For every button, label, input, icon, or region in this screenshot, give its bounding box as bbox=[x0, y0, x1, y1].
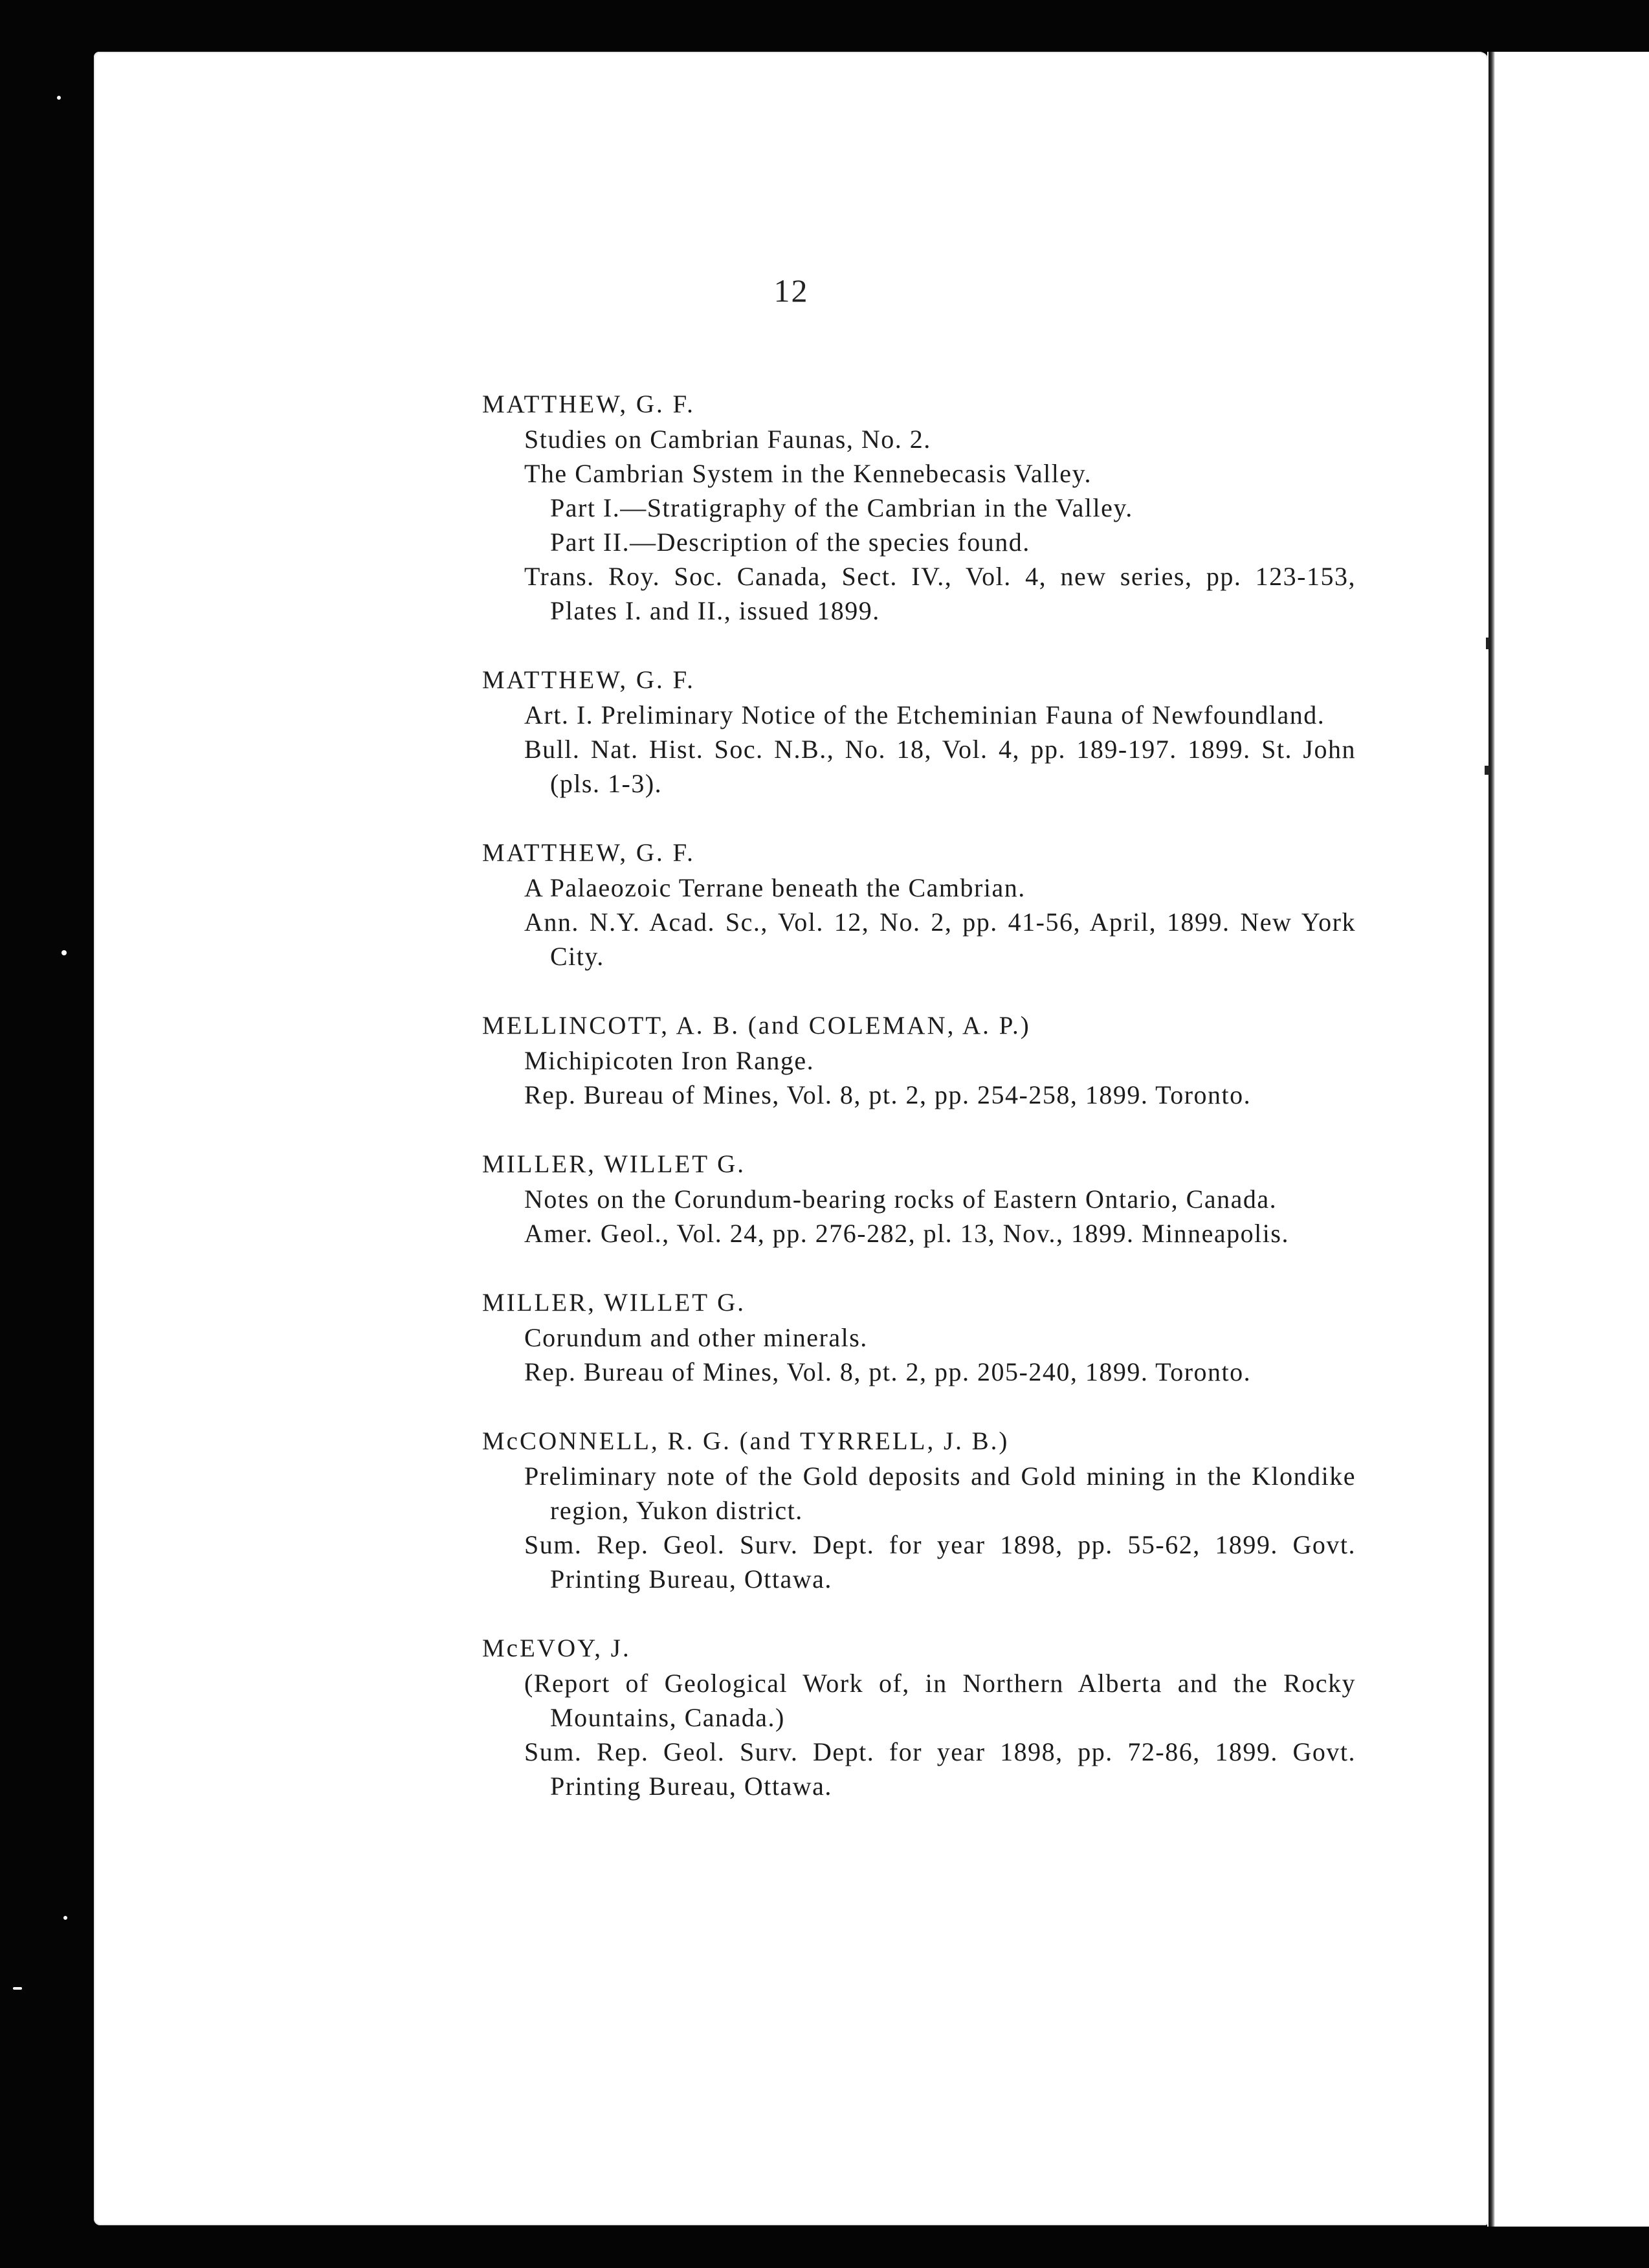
entry-subpart: Part II.—Description of the species found. bbox=[550, 528, 1030, 557]
entry-citation-line: Art. I. Preliminary Notice of the Etcheminian Fauna of Newfoundland. bbox=[524, 700, 1325, 729]
entry-citation-line: Preliminary note of the Gold deposits and Gold mining in the Klondike region, Yukon district. bbox=[524, 1462, 1356, 1525]
entry-citation-line: Bull. Nat. Hist. Soc. N.B., No. 18, Vol. 4, pp. 189-197. 1899. St. John (pls. 1-3). bbox=[524, 735, 1356, 798]
entry-citation-line: Sum. Rep. Geol. Surv. Dept. for year 1898, pp. 55-62, 1899. Govt. Printing Bureau, Ottawa. bbox=[524, 1530, 1356, 1594]
bibliography-entry bbox=[482, 387, 1356, 628]
bibliography-entry bbox=[482, 1424, 1356, 1596]
entry-subpart: Part I.—Stratigraphy of the Cambrian in the Valley. bbox=[550, 493, 1133, 522]
entry-citation-line: A Palaeozoic Terrane beneath the Cambrian. bbox=[524, 873, 1026, 902]
entry-citation-line: Rep. Bureau of Mines, Vol. 8, pt. 2, pp. 205-240, 1899. Toronto. bbox=[524, 1357, 1252, 1386]
bibliography-entry bbox=[482, 1285, 1356, 1389]
edge-speck bbox=[63, 1916, 67, 1920]
page-gutter bbox=[1489, 52, 1495, 2227]
page-number: 12 bbox=[773, 272, 809, 309]
bibliography-entry bbox=[482, 1008, 1356, 1112]
entry-author: MATTHEW, G. F. bbox=[482, 666, 695, 694]
entry-citation-line: Rep. Bureau of Mines, Vol. 8, pt. 2, pp. 254-258, 1899. Toronto. bbox=[524, 1080, 1252, 1109]
edge-speck bbox=[57, 96, 61, 100]
bibliography-list bbox=[482, 387, 1356, 1838]
entry-author: MATTHEW, G. F. bbox=[482, 390, 695, 418]
entry-citation-line: Corundum and other minerals. bbox=[524, 1323, 868, 1352]
entry-author: MATTHEW, G. F. bbox=[482, 839, 695, 867]
document-page bbox=[94, 52, 1489, 2225]
entry-citation-line: Notes on the Corundum-bearing rocks of Eastern Ontario, Canada. bbox=[524, 1184, 1278, 1214]
edge-speck bbox=[13, 1987, 22, 1990]
entry-author: MILLER, WILLET G. bbox=[482, 1289, 746, 1317]
entry-author: McEVOY, J. bbox=[482, 1634, 631, 1662]
bibliography-entry bbox=[482, 836, 1356, 973]
entry-author: MILLER, WILLET G. bbox=[482, 1150, 746, 1178]
entry-citation-line: Amer. Geol., Vol. 24, pp. 276-282, pl. 13, Nov., 1899. Minneapolis. bbox=[524, 1219, 1289, 1248]
entry-citation-line: (Report of Geological Work of, in Northern Alberta and the Rocky Mountains, Canada.) bbox=[524, 1669, 1356, 1732]
entry-author: McCONNELL, R. G. (and TYRRELL, J. B.) bbox=[482, 1427, 1010, 1455]
entry-citation-line: Michipicoten Iron Range. bbox=[524, 1046, 815, 1075]
bibliography-entry bbox=[482, 663, 1356, 801]
entry-citation-line: The Cambrian System in the Kennebecasis Valley. bbox=[524, 459, 1092, 488]
margin-mark bbox=[1485, 766, 1489, 775]
entry-citation-line: Ann. N.Y. Acad. Sc., Vol. 12, No. 2, pp. 41-56, April, 1899. New York City. bbox=[524, 907, 1356, 971]
bibliography-entry bbox=[482, 1147, 1356, 1251]
entry-citation-line: Sum. Rep. Geol. Surv. Dept. for year 1898, pp. 72-86, 1899. Govt. Printing Bureau, Ottawa. bbox=[524, 1737, 1356, 1801]
entry-citation-line: Studies on Cambrian Faunas, No. 2. bbox=[524, 425, 931, 454]
facing-page-edge bbox=[1487, 52, 1649, 2227]
margin-mark bbox=[1486, 638, 1489, 649]
bibliography-entry bbox=[482, 1631, 1356, 1803]
entry-author: MELLINCOTT, A. B. (and COLEMAN, A. P.) bbox=[482, 1012, 1031, 1040]
edge-speck bbox=[61, 950, 67, 955]
entry-citation-line: Trans. Roy. Soc. Canada, Sect. IV., Vol. 4, new series, pp. 123-153, Plates I. and II., issued 1899. bbox=[524, 562, 1356, 625]
